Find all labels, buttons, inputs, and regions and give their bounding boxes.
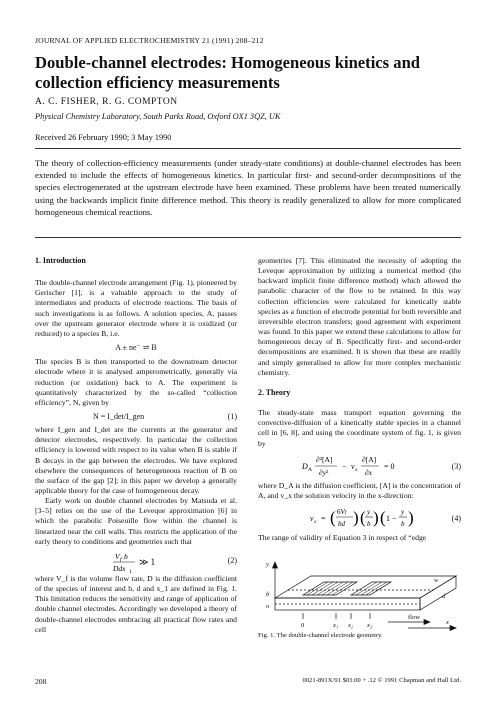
divider-top	[35, 148, 461, 149]
right-column-body	[258, 256, 461, 543]
svg-text:D: D	[302, 461, 308, 471]
divider-bottom	[35, 237, 461, 238]
svg-text:(: (	[330, 507, 336, 527]
svg-text:y: y	[367, 507, 371, 516]
affiliation: Physical Chemistry Laboratory, South Parks Road, Oxford OX1 3QZ, UK	[35, 112, 281, 121]
paragraph: where D_A is the diffusion coefficient, [A] is the concentration of A, and v_x the solution velocity in the x-direction:	[258, 480, 461, 500]
svg-text:= 0: = 0	[384, 461, 395, 471]
paragraph: The species B is then transported to the downstream detector electrode where it is analysed amperometrically, generally via reduction (or oxidation) back to A. The experiment is quantitatively characterized by the so-called “collection efficiency”, N, given by	[35, 357, 237, 407]
y-axis-arrowhead	[273, 562, 278, 568]
equation-4	[258, 503, 461, 533]
equation-number: (4)	[451, 513, 461, 523]
svg-text:bd: bd	[338, 519, 345, 528]
svg-text:∂y²: ∂y²	[319, 467, 329, 477]
journal-header: JOURNAL OF APPLIED ELECTROCHEMISTRY 21 (1991) 208–212	[35, 36, 264, 45]
section-heading-introduction: 1. Introduction	[35, 256, 86, 265]
section-heading-theory: 2. Theory	[258, 387, 291, 397]
svg-text:6Vf: 6Vf	[337, 507, 347, 516]
svg-text:∂[A]: ∂[A]	[362, 454, 377, 464]
svg-text:f: f	[120, 556, 122, 563]
equation-4-body	[258, 503, 438, 533]
reaction-equation: A ± ne⁻ ⇌ B	[115, 343, 157, 353]
label-x2: x₂	[348, 622, 354, 629]
svg-text:A: A	[308, 466, 312, 473]
equation-1	[35, 410, 237, 425]
svg-text:): )	[408, 507, 414, 527]
abstract: The theory of collection-efficiency measurements (under steady-state conditions) at double-channel electrodes has been extended to include the effects of homogeneous kinetics. In particular first- and second-order decompositions of the species electrogenerated at the upstream electrode have been examined. These problems have been treated numerically using the backwards implicit finite difference method. This theory is readily generalized to allow for more complicated homogeneous chemical reactions.	[35, 158, 461, 217]
figure-1-diagram	[258, 556, 461, 632]
paragraph: geometries [7]. This eliminated the necessity of adopting the Leveque approximation by utilizing a numerical method (the backward implicit finite difference method) which allowed the parabolic character of the flow to be retained. In this way collection efficiencies were calculated for kinetically stable species as a function of electrode potential for both reversible and irreversible electron transfers; good agreement with experiment was found. In this paper we extend these calculations to allow for homogeneous decay of B. Specifically first- and second-order decompositions are examined. It is shown that these are readily and simply generalised to allow for more complex mechanistic chemistry.	[258, 256, 461, 377]
label-x1: x₁	[333, 622, 339, 629]
label-x0: 0	[301, 622, 305, 629]
label-b: b	[266, 591, 270, 598]
svg-text:x: x	[314, 518, 317, 525]
equation-3-body	[258, 451, 438, 481]
svg-text:V: V	[115, 551, 120, 561]
equation-2-body	[35, 550, 237, 574]
svg-text:≫ 1: ≫ 1	[139, 556, 156, 567]
svg-text:Ddx: Ddx	[113, 563, 126, 573]
equation-1-body: N = I_det/I_gen	[93, 412, 145, 422]
svg-text:b: b	[401, 519, 405, 528]
paragraph: where I_gen and I_det are the currents at the generator and detector electrodes, respectively. In particular the collection efficiency is lowered with respect to its value when B is stable if B decays in the gap between the electrodes. We have explored elsewhere the consequences of heterogeneous reaction of B on the surface of the gap [2]; in this paper we develop a generally applicable theory for the case of homogeneous decay.	[35, 425, 237, 495]
svg-text:): )	[353, 507, 359, 527]
equation-3	[258, 451, 461, 481]
detector-electrode	[351, 582, 391, 595]
received-dates: Received 26 February 1990; 3 May 1990	[35, 133, 172, 142]
paragraph: The steady-state mass transport equation governing the convective-diffusion of a kinetically stable species in a channel cell in [6, 8], and using the coordinate system of fig. 1, is given by	[258, 408, 461, 448]
equation-number: (3)	[451, 461, 461, 471]
x-axis-arrowhead	[450, 626, 456, 631]
flow-arrowhead	[424, 620, 430, 625]
label-x3: x₃	[367, 622, 373, 629]
left-column	[35, 256, 237, 635]
svg-text:=: =	[321, 513, 326, 523]
label-w: w	[434, 577, 439, 584]
paragraph: Early work on double channel electrodes by Matsuda et al. [3–5] relies on the use of the Leveque approximation [6] in which the parabolic Poiseuille flow within the channel is linearized near the cell walls. This restricts the application of the early theory to conditions and geometries such that	[35, 496, 237, 546]
figure-caption: Fig. 1. The double-channel electrode geometry.	[258, 632, 383, 639]
label-x: x	[446, 619, 449, 626]
page-number: 208	[35, 677, 47, 686]
svg-text:(: (	[360, 507, 366, 527]
label-o: o	[266, 603, 270, 610]
authors: A. C. FISHER, R. G. COMPTON	[35, 97, 178, 107]
equation-number: (1)	[227, 412, 237, 422]
paper-title: Double-channel electrodes: Homogeneous kinetics and collection efficiency measurements	[35, 53, 421, 92]
svg-text:): )	[373, 507, 379, 527]
svg-text:b: b	[367, 519, 371, 528]
copyright-line: 0021-891X/91 $03.00 + .12 © 1991 Chapman and Hall Ltd.	[302, 677, 461, 684]
svg-text:v: v	[310, 513, 314, 523]
equation-number: (2)	[227, 555, 237, 565]
svg-text:1 −: 1 −	[386, 513, 397, 523]
label-d: d	[442, 593, 446, 600]
paragraph: where V_f is the volume flow rate, D is the diffusion coefficient of the species of interest and b, d and x_1 are defined in Fig. 1. This limitation reduces the sensitivity and range of application of double channel electrodes. Accordingly we developed a theory of double-channel electrodes embracing all practical flow rates and cell	[35, 573, 237, 634]
svg-text:b: b	[124, 551, 128, 561]
svg-text:∂²[A]: ∂²[A]	[316, 454, 333, 464]
label-y: y	[266, 561, 269, 568]
svg-text:x: x	[355, 466, 358, 473]
svg-text:∂x: ∂x	[365, 467, 373, 477]
paragraph: The double-channel electrode arrangement (Fig. 1), pioneered by Gerischer [1], is a valuable approach to the study of intermediates and products of electrode reactions. The basis of such investigations is as follows. A solution species, A, passes over the upstream generator electrode where it is oxidized (or reduced) to a species B, i.e.	[35, 278, 237, 338]
svg-text:y: y	[401, 507, 405, 516]
equation-2	[35, 550, 237, 574]
paragraph: The range of validity of Equation 3 in respect of “edge	[258, 532, 427, 542]
svg-text:1: 1	[129, 568, 132, 574]
svg-text:−: −	[342, 461, 347, 471]
svg-text:v: v	[351, 461, 355, 471]
label-flow: flow	[408, 614, 420, 621]
svg-text:(: (	[380, 507, 386, 527]
